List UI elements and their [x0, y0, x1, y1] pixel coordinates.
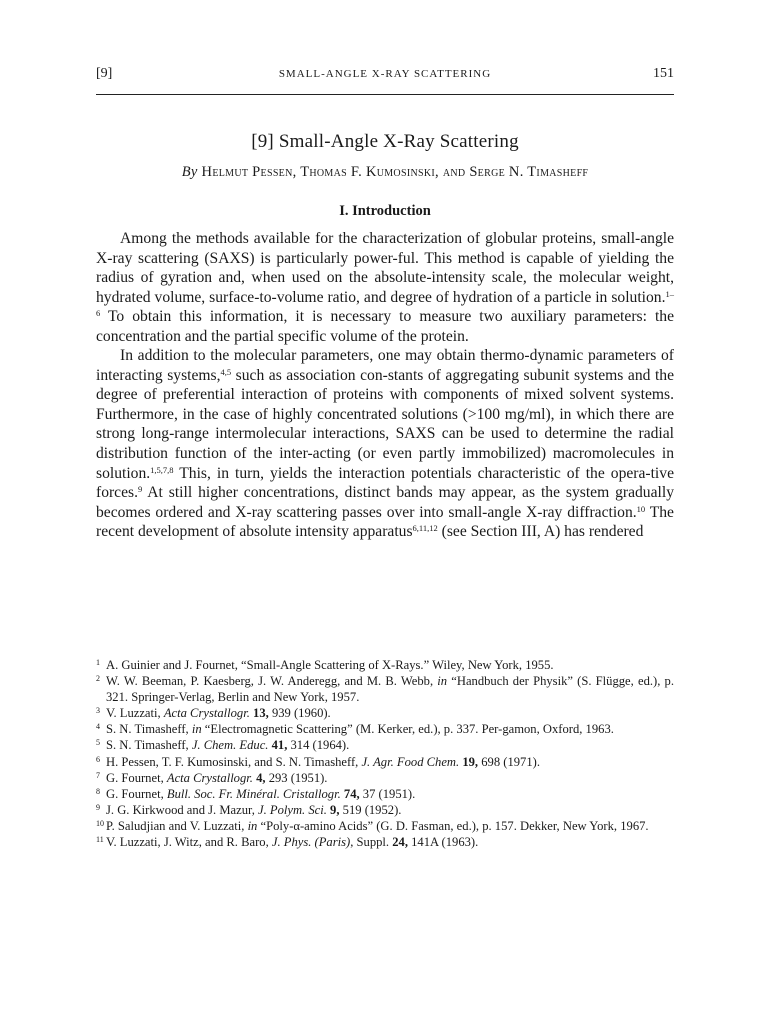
body-text	[96, 229, 674, 542]
footnote-volume: 4,	[256, 770, 266, 785]
footnote-6: 6 H. Pessen, T. F. Kumosinski, and S. N. Timasheff, J. Agr. Food Chem. 19, 698 (1971).	[96, 754, 540, 769]
footnote-volume: 13,	[253, 706, 269, 721]
footnote-italic: in	[437, 674, 448, 689]
footnote-text: 141A (1963).	[407, 835, 479, 850]
paragraph-2-text: This, in turn, yields the interaction potentials characteristic of the opera-tive forces.	[96, 464, 674, 502]
paragraph-1-text: Among the methods available for the characterization of globular proteins, small-angle X-ray scattering (SAXS) is particularly power-ful. This method is capable of yielding the radius of gyration and, when used on the absolute-intensity scale, the molecular weight, hydrated volume, surface-to-volume ratio, and degree of hydration of a particle in solution.	[96, 230, 674, 306]
citation-ref: 1,5,7,8	[150, 464, 174, 475]
citation-ref: 1–6	[96, 288, 674, 319]
citation-ref: 4,5	[220, 366, 232, 377]
footnote-journal: J. Agr. Food Chem.	[361, 754, 460, 769]
paragraph-2-text: (see Section III, A) has rendered	[437, 523, 644, 541]
running-head-title: SMALL-ANGLE X-RAY SCATTERING	[278, 68, 492, 80]
footnote-text: , Suppl.	[350, 835, 393, 850]
footnote-journal: Bull. Soc. Fr. Minéral. Cristallogr.	[166, 786, 341, 801]
footnote-journal: Acta Crystallogr.	[163, 706, 250, 721]
footnote-text: W. W. Beeman, P. Kaesberg, J. W. Anderegg, and M. B. Webb,	[106, 674, 438, 689]
footnote-text: 293 (1951).	[265, 770, 328, 785]
footnote-text: S. N. Timasheff,	[106, 738, 192, 753]
footnote-text: 519 (1952).	[339, 802, 402, 817]
footnote-text: 939 (1960).	[268, 706, 331, 721]
footnote-journal: Acta Crystallogr.	[166, 770, 253, 785]
footnote-journal: J. Phys. (Paris)	[271, 835, 351, 850]
paragraph-1-text: To obtain this information, it is necessary to measure two auxiliary parameters: the concentration and the partial specific volume of the protein.	[96, 308, 674, 345]
header-rule	[96, 94, 674, 95]
footnote-volume: 19,	[462, 754, 479, 769]
paragraph-2-text: In addition to the molecular parameters, one may obtain thermo-dynamic parameters of interacting systems,	[96, 347, 674, 384]
footnote-text: 698 (1971).	[478, 754, 540, 769]
footnote-7: 7 G. Fournet, Acta Crystallogr. 4, 293 (1951).	[96, 770, 328, 785]
footnote-volume: 41,	[271, 738, 288, 753]
footnote-4: 4 S. N. Timasheff, in “Electromagnetic Scattering” (M. Kerker, ed.), p. 337. Per-gamon, Oxford, 1963.	[96, 722, 614, 737]
footnote-text: 314 (1964).	[287, 738, 350, 753]
footnote-2: 2 W. W. Beeman, P. Kaesberg, J. W. Anderegg, and M. B. Webb, in “Handbuch der Physik” (S. Flügge, ed.), p. 321. Springer-Verlag, Berlin and New York, 1957.	[96, 674, 674, 705]
footnote-text: P. Saludjian and V. Luzzati,	[106, 818, 248, 833]
running-head-chapter-number: [9]	[96, 66, 113, 81]
footnote-text: A. Guinier and J. Fournet, “Small-Angle Scattering of X-Rays.” Wiley, New York, 1955.	[106, 658, 554, 672]
paragraph-2-text: such as association con-stants of aggregating subunit systems and the degree of preferential interaction of proteins with components of mixed solvent systems. Furthermore, in the case of highly concentrated solutions (>100 mg/ml), in which there are strong long-range intermolecular interactions, SAXS can be used to determine the radial distribution function of the inter-acting (or even partly immobilized) macromolecules in solution.	[96, 366, 675, 482]
byline-authors: Helmut Pessen, Thomas F. Kumosinski, and Serge N. Timasheff	[201, 164, 589, 180]
chapter-title: [9] Small-Angle X-Ray Scattering	[251, 131, 519, 152]
footnote-text: J. G. Kirkwood and J. Mazur,	[106, 802, 258, 817]
footnote-8: 8 G. Fournet, Bull. Soc. Fr. Minéral. Cristallogr. 74, 37 (1951).	[96, 786, 416, 801]
footnote-text: G. Fournet,	[106, 770, 167, 785]
paragraph-1	[96, 229, 674, 346]
paragraph-2-text: The recent development of absolute intensity apparatus	[96, 503, 674, 541]
footnote-5: 5 S. N. Timasheff, J. Chem. Educ. 41, 314 (1964).	[96, 738, 350, 753]
footnote-text: V. Luzzati, J. Witz, and R. Baro,	[106, 835, 272, 850]
footnote-9: 9 J. G. Kirkwood and J. Mazur, J. Polym. Sci. 9, 519 (1952).	[96, 802, 402, 817]
page-number: 151	[653, 66, 674, 81]
footnote-journal: J. Polym. Sci.	[258, 802, 327, 817]
footnote-1: 1 A. Guinier and J. Fournet, “Small-Angle Scattering of X-Rays.” Wiley, New York, 1955.	[96, 658, 554, 672]
section-heading: I. Introduction	[339, 203, 431, 219]
footnote-text: 37 (1951).	[359, 786, 416, 801]
citation-ref: 10	[636, 503, 646, 514]
footnote-text: S. N. Timasheff,	[106, 722, 192, 737]
footnote-journal: J. Chem. Educ.	[191, 738, 269, 753]
paragraph-2-text: At still higher concentrations, distinct bands may appear, as the system gradually becomes ordered and X-ray scattering passes over into small-angle X-ray diffraction.	[96, 484, 674, 521]
footnote-italic: in	[191, 722, 202, 737]
footnotes	[96, 657, 674, 850]
footnote-volume: 24,	[392, 835, 408, 850]
citation-ref: 6,11,12	[412, 523, 438, 534]
footnote-text: “Poly-α-amino Acids” (G. D. Fasman, ed.), p. 157. Dekker, New York, 1967.	[257, 818, 649, 833]
byline	[96, 164, 674, 181]
footnote-text: G. Fournet,	[106, 786, 167, 801]
footnote-3: 3 V. Luzzati, Acta Crystallogr. 13, 939 (1960).	[96, 706, 331, 721]
footnote-italic: in	[247, 818, 258, 833]
byline-prefix: By	[181, 164, 198, 180]
footnote-text: “Electromagnetic Scattering” (M. Kerker, ed.), p. 337. Per-gamon, Oxford, 1963.	[201, 722, 614, 737]
paragraph-2	[96, 346, 674, 541]
citation-ref: 9	[138, 484, 143, 495]
running-head	[96, 66, 674, 86]
footnote-volume: 9,	[330, 802, 340, 817]
footnote-text: H. Pessen, T. F. Kumosinski, and S. N. Timasheff,	[106, 754, 362, 769]
footnote-volume: 74,	[343, 786, 360, 801]
footnote-text: V. Luzzati,	[106, 706, 164, 721]
footnote-11: 11 V. Luzzati, J. Witz, and R. Baro, J. Phys. (Paris), Suppl. 24, 141A (1963).	[96, 835, 479, 850]
footnote-text: “Handbuch der Physik” (S. Flügge, ed.), p. 321. Springer-Verlag, Berlin and New York, 1957.	[106, 674, 674, 705]
footnote-10: 10 P. Saludjian and V. Luzzati, in “Poly-α-amino Acids” (G. D. Fasman, ed.), p. 157. Dekker, New York, 1967.	[96, 818, 649, 833]
